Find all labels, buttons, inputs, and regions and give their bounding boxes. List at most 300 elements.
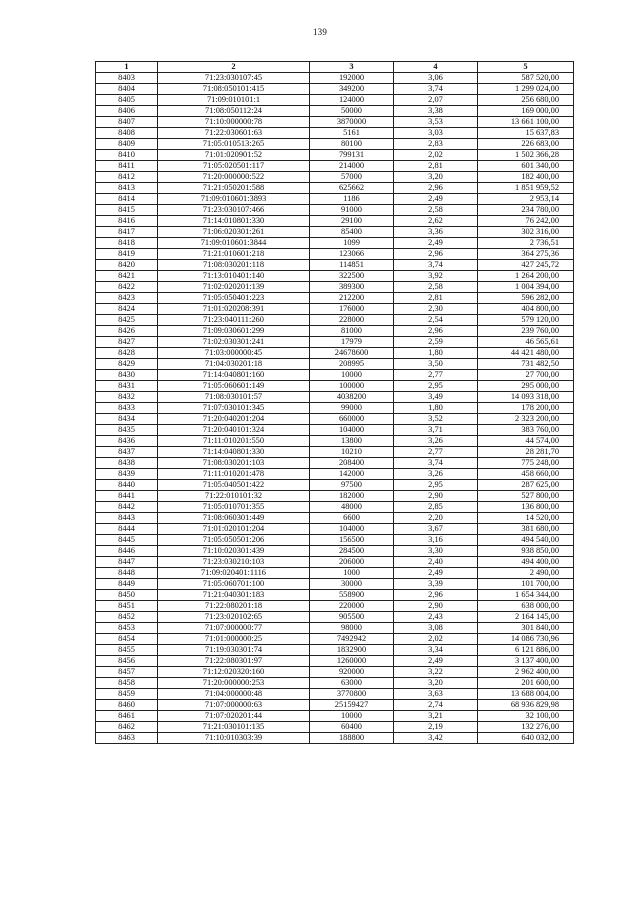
value-cell: 587 520,00 xyxy=(478,72,574,83)
table-row xyxy=(96,160,574,171)
rate-cell: 3,26 xyxy=(394,468,478,479)
row-number-cell: 8424 xyxy=(96,303,158,314)
table-row xyxy=(96,457,574,468)
area-cell: 81000 xyxy=(310,325,394,336)
value-cell: 6 121 886,00 xyxy=(478,644,574,655)
cadastral-number-cell: 71:09:010601:3844 xyxy=(158,237,310,248)
row-number-cell: 8412 xyxy=(96,171,158,182)
rate-cell: 2,02 xyxy=(394,149,478,160)
row-number-cell: 8434 xyxy=(96,413,158,424)
area-cell: 123066 xyxy=(310,248,394,259)
rate-cell: 3,34 xyxy=(394,644,478,655)
value-cell: 1 851 959,52 xyxy=(478,182,574,193)
area-cell: 182000 xyxy=(310,490,394,501)
table-row xyxy=(96,314,574,325)
area-cell: 228000 xyxy=(310,314,394,325)
table-row xyxy=(96,622,574,633)
row-number-cell: 8430 xyxy=(96,369,158,380)
row-number-cell: 8422 xyxy=(96,281,158,292)
cadastral-number-cell: 71:02:020201:139 xyxy=(158,281,310,292)
area-cell: 99000 xyxy=(310,402,394,413)
rate-cell: 2,02 xyxy=(394,633,478,644)
value-cell: 182 400,00 xyxy=(478,171,574,182)
rate-cell: 2,83 xyxy=(394,138,478,149)
value-cell: 15 637,83 xyxy=(478,127,574,138)
area-cell: 799131 xyxy=(310,149,394,160)
rate-cell: 2,40 xyxy=(394,556,478,567)
table-row xyxy=(96,204,574,215)
table-row xyxy=(96,105,574,116)
rate-cell: 3,50 xyxy=(394,358,478,369)
row-number-cell: 8441 xyxy=(96,490,158,501)
row-number-cell: 8409 xyxy=(96,138,158,149)
rate-cell: 2,81 xyxy=(394,292,478,303)
row-number-cell: 8439 xyxy=(96,468,158,479)
row-number-cell: 8426 xyxy=(96,325,158,336)
rate-cell: 3,03 xyxy=(394,127,478,138)
rate-cell: 2,81 xyxy=(394,160,478,171)
area-cell: 208400 xyxy=(310,457,394,468)
row-number-cell: 8404 xyxy=(96,83,158,94)
rate-cell: 2,95 xyxy=(394,479,478,490)
area-cell: 17979 xyxy=(310,336,394,347)
table-row xyxy=(96,699,574,710)
rate-cell: 2,30 xyxy=(394,303,478,314)
rate-cell: 3,20 xyxy=(394,677,478,688)
rate-cell: 3,49 xyxy=(394,391,478,402)
value-cell: 1 502 366,28 xyxy=(478,149,574,160)
column-header-4: 4 xyxy=(394,62,478,73)
value-cell: 68 936 829,98 xyxy=(478,699,574,710)
table-row xyxy=(96,721,574,732)
table-row xyxy=(96,534,574,545)
value-cell: 201 600,00 xyxy=(478,677,574,688)
table-row xyxy=(96,369,574,380)
table-row xyxy=(96,644,574,655)
cadastral-number-cell: 71:13:010401:140 xyxy=(158,270,310,281)
row-number-cell: 8405 xyxy=(96,94,158,105)
value-cell: 731 482,50 xyxy=(478,358,574,369)
row-number-cell: 8429 xyxy=(96,358,158,369)
area-cell: 208995 xyxy=(310,358,394,369)
cadastral-number-cell: 71:05:060701:100 xyxy=(158,578,310,589)
value-cell: 938 850,00 xyxy=(478,545,574,556)
row-number-cell: 8460 xyxy=(96,699,158,710)
rate-cell: 3,39 xyxy=(394,578,478,589)
table-header xyxy=(96,62,574,73)
area-cell: 25159427 xyxy=(310,699,394,710)
cadastral-number-cell: 71:08:050101:415 xyxy=(158,83,310,94)
cadastral-number-cell: 71:19:030301:74 xyxy=(158,644,310,655)
table-row xyxy=(96,116,574,127)
cadastral-number-cell: 71:11:010201:478 xyxy=(158,468,310,479)
table-row xyxy=(96,127,574,138)
rate-cell: 2,58 xyxy=(394,281,478,292)
row-number-cell: 8433 xyxy=(96,402,158,413)
cadastral-number-cell: 71:01:000000:25 xyxy=(158,633,310,644)
table-row xyxy=(96,424,574,435)
value-cell: 14 520,00 xyxy=(478,512,574,523)
value-cell: 579 120,00 xyxy=(478,314,574,325)
value-cell: 239 760,00 xyxy=(478,325,574,336)
table-row xyxy=(96,611,574,622)
area-cell: 142000 xyxy=(310,468,394,479)
cadastral-number-cell: 71:05:020501:117 xyxy=(158,160,310,171)
cadastral-number-cell: 71:05:060601:149 xyxy=(158,380,310,391)
area-cell: 558900 xyxy=(310,589,394,600)
value-cell: 3 137 400,00 xyxy=(478,655,574,666)
cadastral-number-cell: 71:02:030301:241 xyxy=(158,336,310,347)
value-cell: 640 032,00 xyxy=(478,732,574,743)
cadastral-number-cell: 71:23:030107:466 xyxy=(158,204,310,215)
table-row xyxy=(96,479,574,490)
table-row xyxy=(96,72,574,83)
area-cell: 10210 xyxy=(310,446,394,457)
rate-cell: 3,53 xyxy=(394,116,478,127)
value-cell: 76 242,00 xyxy=(478,215,574,226)
row-number-cell: 8442 xyxy=(96,501,158,512)
table-row xyxy=(96,83,574,94)
cadastral-number-cell: 71:09:030601:299 xyxy=(158,325,310,336)
rate-cell: 2,96 xyxy=(394,325,478,336)
cadastral-number-cell: 71:05:040501:422 xyxy=(158,479,310,490)
table-row xyxy=(96,589,574,600)
rate-cell: 2,77 xyxy=(394,369,478,380)
value-cell: 638 000,00 xyxy=(478,600,574,611)
cadastral-number-cell: 71:10:010303:39 xyxy=(158,732,310,743)
rate-cell: 2,49 xyxy=(394,193,478,204)
value-cell: 494 400,00 xyxy=(478,556,574,567)
rate-cell: 3,52 xyxy=(394,413,478,424)
rate-cell: 3,08 xyxy=(394,622,478,633)
rate-cell: 3,42 xyxy=(394,732,478,743)
rate-cell: 3,74 xyxy=(394,457,478,468)
rate-cell: 2,62 xyxy=(394,215,478,226)
area-cell: 1260000 xyxy=(310,655,394,666)
cadastral-number-cell: 71:04:000000:48 xyxy=(158,688,310,699)
row-number-cell: 8406 xyxy=(96,105,158,116)
rate-cell: 2,59 xyxy=(394,336,478,347)
rate-cell: 2,85 xyxy=(394,501,478,512)
cadastral-number-cell: 71:10:000000:78 xyxy=(158,116,310,127)
cadastral-number-cell: 71:01:020101:204 xyxy=(158,523,310,534)
area-cell: 85400 xyxy=(310,226,394,237)
rate-cell: 3,71 xyxy=(394,424,478,435)
rate-cell: 3,21 xyxy=(394,710,478,721)
table-body xyxy=(96,72,574,743)
area-cell: 389300 xyxy=(310,281,394,292)
rate-cell: 2,90 xyxy=(394,490,478,501)
area-cell: 3870000 xyxy=(310,116,394,127)
value-cell: 494 540,00 xyxy=(478,534,574,545)
rate-cell: 3,26 xyxy=(394,435,478,446)
value-cell: 1 299 024,00 xyxy=(478,83,574,94)
row-number-cell: 8417 xyxy=(96,226,158,237)
area-cell: 188800 xyxy=(310,732,394,743)
value-cell: 404 800,00 xyxy=(478,303,574,314)
table-row xyxy=(96,545,574,556)
row-number-cell: 8456 xyxy=(96,655,158,666)
cadastral-number-cell: 71:03:000000:45 xyxy=(158,347,310,358)
header-row xyxy=(96,62,574,73)
area-cell: 124000 xyxy=(310,94,394,105)
area-cell: 50000 xyxy=(310,105,394,116)
row-number-cell: 8427 xyxy=(96,336,158,347)
table-row xyxy=(96,226,574,237)
rate-cell: 1,80 xyxy=(394,402,478,413)
row-number-cell: 8435 xyxy=(96,424,158,435)
cadastral-number-cell: 71:14:040801:160 xyxy=(158,369,310,380)
cadastral-number-cell: 71:23:030107:45 xyxy=(158,72,310,83)
area-cell: 29100 xyxy=(310,215,394,226)
row-number-cell: 8462 xyxy=(96,721,158,732)
row-number-cell: 8419 xyxy=(96,248,158,259)
cadastral-number-cell: 71:23:040111:260 xyxy=(158,314,310,325)
cadastral-number-cell: 71:07:000000:63 xyxy=(158,699,310,710)
cadastral-number-cell: 71:07:000000:77 xyxy=(158,622,310,633)
row-number-cell: 8416 xyxy=(96,215,158,226)
area-cell: 214000 xyxy=(310,160,394,171)
rate-cell: 3,36 xyxy=(394,226,478,237)
area-cell: 4038200 xyxy=(310,391,394,402)
cadastral-number-cell: 71:14:010801:330 xyxy=(158,215,310,226)
value-cell: 178 200,00 xyxy=(478,402,574,413)
table-row xyxy=(96,237,574,248)
row-number-cell: 8414 xyxy=(96,193,158,204)
row-number-cell: 8463 xyxy=(96,732,158,743)
row-number-cell: 8413 xyxy=(96,182,158,193)
value-cell: 381 680,00 xyxy=(478,523,574,534)
table-row xyxy=(96,523,574,534)
cadastral-number-cell: 71:20:040201:204 xyxy=(158,413,310,424)
area-cell: 660000 xyxy=(310,413,394,424)
rate-cell: 3,63 xyxy=(394,688,478,699)
area-cell: 3770800 xyxy=(310,688,394,699)
area-cell: 114851 xyxy=(310,259,394,270)
value-cell: 101 700,00 xyxy=(478,578,574,589)
table-row xyxy=(96,688,574,699)
table-row xyxy=(96,413,574,424)
data-table xyxy=(95,61,574,744)
row-number-cell: 8425 xyxy=(96,314,158,325)
row-number-cell: 8403 xyxy=(96,72,158,83)
rate-cell: 2,90 xyxy=(394,600,478,611)
value-cell: 458 660,00 xyxy=(478,468,574,479)
area-cell: 206000 xyxy=(310,556,394,567)
cadastral-number-cell: 71:09:010601:3893 xyxy=(158,193,310,204)
cadastral-number-cell: 71:21:050201:588 xyxy=(158,182,310,193)
rate-cell: 3,74 xyxy=(394,259,478,270)
column-header-2: 2 xyxy=(158,62,310,73)
rate-cell: 3,16 xyxy=(394,534,478,545)
row-number-cell: 8428 xyxy=(96,347,158,358)
table-row xyxy=(96,259,574,270)
row-number-cell: 8446 xyxy=(96,545,158,556)
value-cell: 2 962 400,00 xyxy=(478,666,574,677)
table-row xyxy=(96,358,574,369)
table-row xyxy=(96,182,574,193)
value-cell: 27 700,00 xyxy=(478,369,574,380)
column-header-3: 3 xyxy=(310,62,394,73)
cadastral-number-cell: 71:08:030201:103 xyxy=(158,457,310,468)
row-number-cell: 8445 xyxy=(96,534,158,545)
table-row xyxy=(96,556,574,567)
row-number-cell: 8450 xyxy=(96,589,158,600)
table-row xyxy=(96,303,574,314)
value-cell: 364 275,36 xyxy=(478,248,574,259)
value-cell: 44 574,00 xyxy=(478,435,574,446)
cadastral-number-cell: 71:08:060301:449 xyxy=(158,512,310,523)
row-number-cell: 8431 xyxy=(96,380,158,391)
value-cell: 775 248,00 xyxy=(478,457,574,468)
row-number-cell: 8458 xyxy=(96,677,158,688)
rate-cell: 2,07 xyxy=(394,94,478,105)
rate-cell: 2,49 xyxy=(394,655,478,666)
rate-cell: 3,74 xyxy=(394,83,478,94)
table-row xyxy=(96,600,574,611)
area-cell: 1186 xyxy=(310,193,394,204)
table-row xyxy=(96,336,574,347)
table-row xyxy=(96,193,574,204)
value-cell: 169 000,00 xyxy=(478,105,574,116)
cadastral-number-cell: 71:21:040301:183 xyxy=(158,589,310,600)
area-cell: 57000 xyxy=(310,171,394,182)
cadastral-number-cell: 71:08:030101:57 xyxy=(158,391,310,402)
rate-cell: 3,67 xyxy=(394,523,478,534)
value-cell: 601 340,00 xyxy=(478,160,574,171)
cadastral-number-cell: 71:12:020320:160 xyxy=(158,666,310,677)
table-row xyxy=(96,567,574,578)
value-cell: 46 565,61 xyxy=(478,336,574,347)
rate-cell: 3,92 xyxy=(394,270,478,281)
value-cell: 527 800,00 xyxy=(478,490,574,501)
value-cell: 2 164 145,00 xyxy=(478,611,574,622)
cadastral-number-cell: 71:05:010513:265 xyxy=(158,138,310,149)
value-cell: 1 264 200,00 xyxy=(478,270,574,281)
table-row xyxy=(96,677,574,688)
rate-cell: 2,43 xyxy=(394,611,478,622)
area-cell: 1000 xyxy=(310,567,394,578)
cadastral-number-cell: 71:07:020201:44 xyxy=(158,710,310,721)
area-cell: 905500 xyxy=(310,611,394,622)
area-cell: 30000 xyxy=(310,578,394,589)
value-cell: 596 282,00 xyxy=(478,292,574,303)
area-cell: 10000 xyxy=(310,710,394,721)
value-cell: 383 760,00 xyxy=(478,424,574,435)
area-cell: 192000 xyxy=(310,72,394,83)
value-cell: 2 953,14 xyxy=(478,193,574,204)
table-row xyxy=(96,292,574,303)
area-cell: 1832900 xyxy=(310,644,394,655)
cadastral-number-cell: 71:22:010101:32 xyxy=(158,490,310,501)
area-cell: 212200 xyxy=(310,292,394,303)
row-number-cell: 8440 xyxy=(96,479,158,490)
cadastral-number-cell: 71:01:020901:52 xyxy=(158,149,310,160)
table-row xyxy=(96,325,574,336)
area-cell: 220000 xyxy=(310,600,394,611)
table-row xyxy=(96,171,574,182)
cadastral-number-cell: 71:20:000000:253 xyxy=(158,677,310,688)
table-row xyxy=(96,578,574,589)
area-cell: 104000 xyxy=(310,424,394,435)
rate-cell: 2,96 xyxy=(394,589,478,600)
row-number-cell: 8453 xyxy=(96,622,158,633)
table-row xyxy=(96,138,574,149)
column-header-5: 5 xyxy=(478,62,574,73)
rate-cell: 3,30 xyxy=(394,545,478,556)
row-number-cell: 8437 xyxy=(96,446,158,457)
area-cell: 91000 xyxy=(310,204,394,215)
area-cell: 1099 xyxy=(310,237,394,248)
cadastral-number-cell: 71:10:020301:439 xyxy=(158,545,310,556)
area-cell: 5161 xyxy=(310,127,394,138)
value-cell: 302 316,00 xyxy=(478,226,574,237)
area-cell: 625662 xyxy=(310,182,394,193)
table-row xyxy=(96,248,574,259)
rate-cell: 2,74 xyxy=(394,699,478,710)
value-cell: 136 800,00 xyxy=(478,501,574,512)
table-row xyxy=(96,281,574,292)
rate-cell: 2,49 xyxy=(394,567,478,578)
page-number: 139 xyxy=(312,27,328,37)
value-cell: 427 245,72 xyxy=(478,259,574,270)
table-row xyxy=(96,710,574,721)
row-number-cell: 8461 xyxy=(96,710,158,721)
cadastral-number-cell: 71:22:080301:97 xyxy=(158,655,310,666)
value-cell: 14 086 730,96 xyxy=(478,633,574,644)
cadastral-number-cell: 71:01:020208:391 xyxy=(158,303,310,314)
row-number-cell: 8438 xyxy=(96,457,158,468)
cadastral-number-cell: 71:23:030210:103 xyxy=(158,556,310,567)
value-cell: 14 093 318,00 xyxy=(478,391,574,402)
table-row xyxy=(96,149,574,160)
rate-cell: 2,95 xyxy=(394,380,478,391)
table-row xyxy=(96,468,574,479)
area-cell: 920000 xyxy=(310,666,394,677)
area-cell: 7492942 xyxy=(310,633,394,644)
cadastral-number-cell: 71:22:030601:63 xyxy=(158,127,310,138)
rate-cell: 1,80 xyxy=(394,347,478,358)
area-cell: 176000 xyxy=(310,303,394,314)
row-number-cell: 8455 xyxy=(96,644,158,655)
area-cell: 156500 xyxy=(310,534,394,545)
row-number-cell: 8444 xyxy=(96,523,158,534)
rate-cell: 3,20 xyxy=(394,171,478,182)
area-cell: 48000 xyxy=(310,501,394,512)
value-cell: 13 688 004,00 xyxy=(478,688,574,699)
row-number-cell: 8452 xyxy=(96,611,158,622)
table-row xyxy=(96,402,574,413)
value-cell: 234 780,00 xyxy=(478,204,574,215)
table-row xyxy=(96,655,574,666)
row-number-cell: 8432 xyxy=(96,391,158,402)
row-number-cell: 8415 xyxy=(96,204,158,215)
row-number-cell: 8418 xyxy=(96,237,158,248)
rate-cell: 3,38 xyxy=(394,105,478,116)
table-row xyxy=(96,666,574,677)
value-cell: 2 323 200,00 xyxy=(478,413,574,424)
row-number-cell: 8421 xyxy=(96,270,158,281)
row-number-cell: 8420 xyxy=(96,259,158,270)
area-cell: 13800 xyxy=(310,435,394,446)
row-number-cell: 8408 xyxy=(96,127,158,138)
cadastral-number-cell: 71:21:010601:218 xyxy=(158,248,310,259)
cadastral-number-cell: 71:09:010101:1 xyxy=(158,94,310,105)
table-row xyxy=(96,380,574,391)
value-cell: 1 654 344,00 xyxy=(478,589,574,600)
cadastral-number-cell: 71:22:080201:18 xyxy=(158,600,310,611)
area-cell: 98000 xyxy=(310,622,394,633)
